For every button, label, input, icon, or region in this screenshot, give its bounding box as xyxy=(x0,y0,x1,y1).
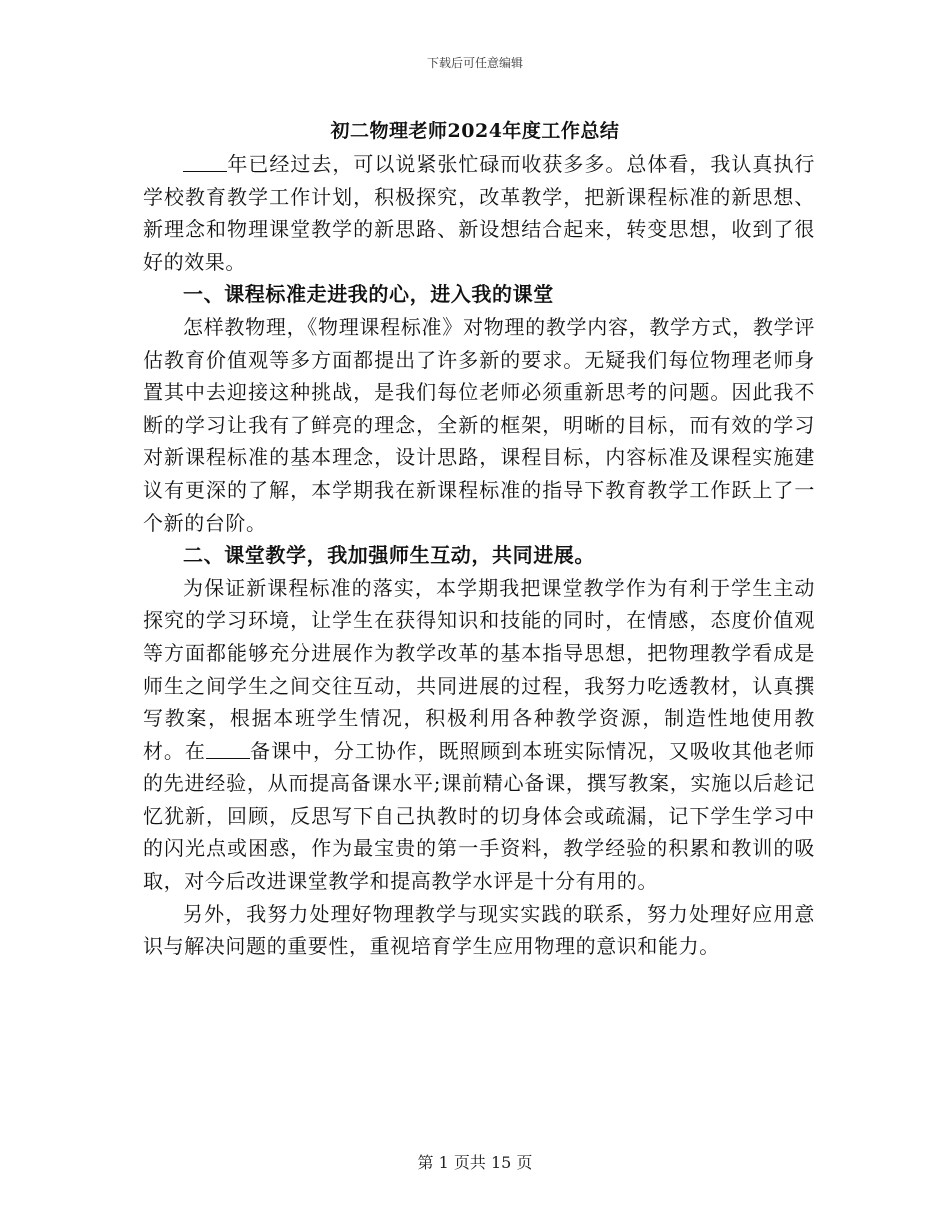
section-2-paragraph-2: 另外，我努力处理好物理教学与现实实践的联系，努力处理好应用意识与解决问题的重要性，重视培育学生应用物理的意识和能力。 xyxy=(143,901,815,959)
section-2-heading: 二、课堂教学，我加强师生互动，共同进展。 xyxy=(183,543,595,568)
section-2-text-part2: 备课中，分工协作，既照顾到本班实际情况，又吸收其他老师的先进经验，从而提高备课水平;课前精心备课，撰写教案，实施以后趁记忆犹新，回顾，反思写下自己执教时的切身体会或疏漏，记下学生学习中的闪光点或困惑，作为最宝贵的第一手资料，教学经验的积累和教训的吸取，对今后改进课堂教学和提高教学水评是十分有用的。 xyxy=(143,738,815,894)
document-body xyxy=(143,148,815,963)
intro-paragraph xyxy=(143,148,815,278)
document-title: 初二物理老师2024年度工作总结 xyxy=(330,120,620,142)
section-1-heading: 一、课程标准走进我的心，进入我的课堂 xyxy=(183,282,554,307)
fill-in-blank xyxy=(183,151,227,172)
section-2-paragraph xyxy=(143,572,815,898)
page-number: 第 1 页共 15 页 xyxy=(417,1153,533,1172)
section-1-paragraph: 怎样教物理，《物理课程标准》对物理的教学内容，教学方式，教学评估教育价值观等多方面都提出了许多新的要求。无疑我们每位物理老师身置其中去迎接这种挑战，是我们每位老师必须重新思考的问题。因此我不断的学习让我有了鲜亮的理念，全新的框架，明晰的目标，而有效的学习对新课程标准的基本理念，设计思路，课程目标，内容标准及课程实施建议有更深的了解，本学期我在新课程标准的指导下教育教学工作跃上了一个新的台阶。 xyxy=(143,314,815,535)
header-note: 下载后可任意编辑 xyxy=(426,56,523,70)
fill-in-blank xyxy=(206,738,250,759)
intro-text: 年已经过去，可以说紧张忙碌而收获多多。总体看，我认真执行学校教育教学工作计划，积极探究，改革教学，把新课程标准的新思想、新理念和物理课堂教学的新思路、新设想结合起来，转变思想，收到了很好的效果。 xyxy=(143,152,815,274)
section-2-text-part1: 为保证新课程标准的落实，本学期我把课堂教学作为有利于学生主动探究的学习环境，让学生在获得知识和技能的同时，在情感，态度价值观等方面都能够充分进展作为教学改革的基本指导思想，把物理教学看成是师生之间学生之间交往互动，共同进展的过程，我努力吃透教材，认真撰写教案，根据本班学生情况，积极利用各种教学资源，制造性地使用教材。在 xyxy=(143,575,815,763)
